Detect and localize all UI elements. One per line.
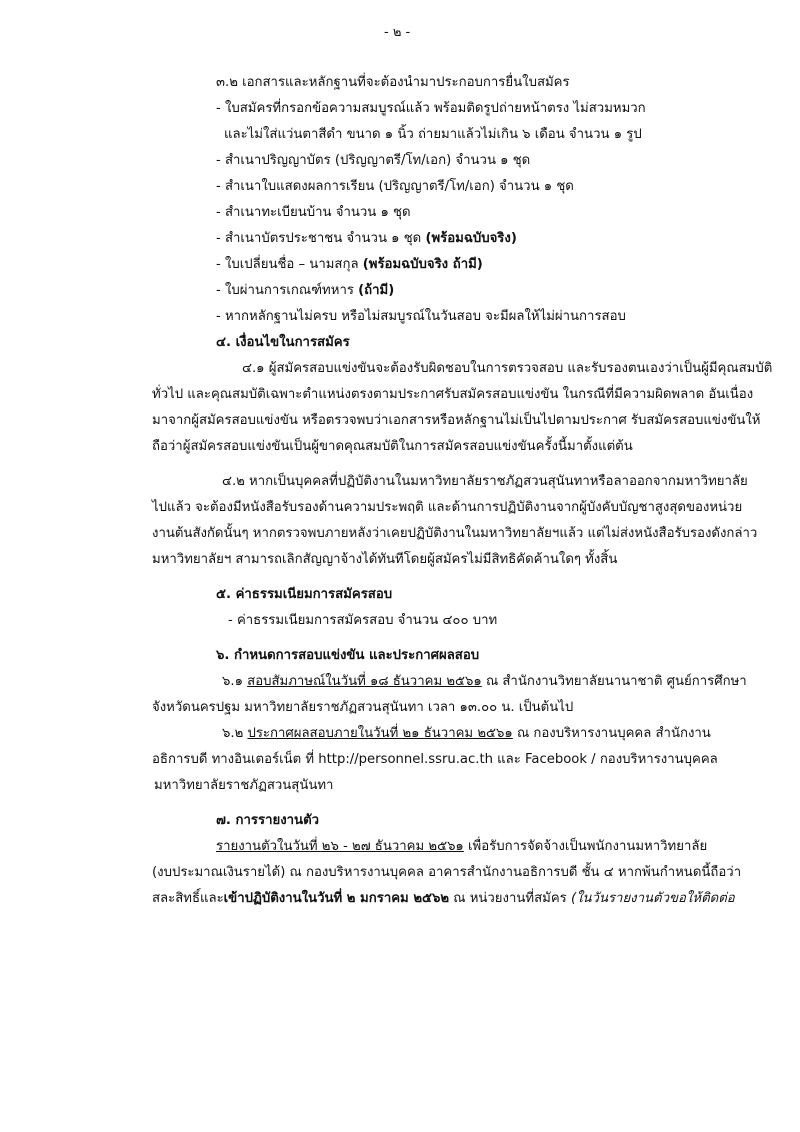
condition-4-1-line-2: ทั่วไป และคุณสมบัติเฉพาะตำแหน่งตรงตามประกาศรับสมัครสอบแข่งขัน ในกรณีที่มีความผิดพลาด อันเนื่อง — [152, 387, 754, 402]
id-card-text: - สำเนาบัตรประชาชน จำนวน ๑ ชุด — [216, 231, 426, 246]
condition-4-1-line-4: ถือว่าผู้สมัครสอบแข่งขันเป็นผู้ขาดคุณสมบัติในการสมัครสอบแข่งขันครั้งนี้มาตั้งแต่ต้น — [152, 439, 633, 454]
condition-4-1-line-3: มาจากผู้สมัครสอบแข่งขัน หรือตรวจพบว่าเอกสารหรือหลักฐานไม่เป็นไปตามประกาศ รับสมัครสอบแข่งขันให้ — [152, 413, 761, 428]
document-item-id-card — [216, 230, 517, 248]
start-work-date: เข้าปฏิบัติงานในวันที่ ๒ มกราคม ๒๕๖๒ — [223, 891, 450, 906]
condition-4-2-line-2: ไปแล้ว จะต้องมีหนังสือรับรองด้านความประพฤติ และด้านการปฏิบัติงานจากผู้บังคับบัญชาสูงสุดของหน่วย — [152, 500, 743, 515]
document-item-house-registration: - สำเนาทะเบียนบ้าน จำนวน ๑ ชุด — [216, 205, 411, 220]
fee-item: - ค่าธรรมเนียมการสมัครสอบ จำนวน ๔๐๐ บาท — [228, 613, 498, 628]
conditions-heading: ๔. เงื่อนไขในการสมัคร — [216, 335, 350, 350]
documents-heading: ๓.๒ เอกสารและหลักฐานที่จะต้องนำมาประกอบการยื่นใบสมัคร — [216, 75, 570, 90]
name-change-text: - ใบเปลี่ยนชื่อ – นามสกุล — [216, 257, 363, 272]
report-heading: ๗. การรายงานตัว — [216, 813, 320, 828]
report-line-1 — [216, 838, 707, 856]
page-number: - ๒ - — [384, 25, 411, 40]
document-item-degree-copy: - สำเนาปริญญาบัตร (ปริญญาตรี/โท/เอก) จำนวน ๑ ชุด — [216, 153, 531, 168]
schedule-heading: ๖. กำหนดการสอบแข่งขัน และประกาศผลสอบ — [216, 648, 480, 663]
schedule-6-1-venue: ณ สำนักงานวิทยาลัยนานาชาติ ศูนย์การศึกษา — [481, 674, 747, 689]
document-item-incomplete-warning: - หากหลักฐานไม่ครบ หรือไม่สมบูรณ์ในวันสอบ จะมีผลให้ไม่ผ่านการสอบ — [216, 309, 626, 324]
condition-4-2-line-1: ๔.๒ หากเป็นบุคคลที่ปฏิบัติงานในมหาวิทยาลัยราชภัฏสวนสุนันทาหรือลาออกจากมหาวิทยาลัย — [222, 474, 748, 489]
document-item-name-change — [216, 256, 483, 274]
report-contact-note: (ในวันรายงานตัวขอให้ติดต่อ — [570, 891, 735, 906]
interview-date: สอบสัมภาษณ์ในวันที่ ๑๘ ธันวาคม ๒๕๖๑ — [247, 674, 482, 689]
document-item-application-form-cont: และไม่ใส่แว่นตาสีดำ ขนาด ๑ นิ้ว ถ่ายมาแล้วไม่เกิน ๖ เดือน จำนวน ๑ รูป — [224, 127, 642, 142]
schedule-6-2-venue: ณ กองบริหารงานบุคคล สำนักงาน — [512, 726, 711, 741]
schedule-6-2-line-3: มหาวิทยาลัยราชภัฏสวนสุนันทา — [154, 778, 334, 793]
condition-4-2-line-4: มหาวิทยาลัยฯ สามารถเลิกสัญญาจ้างได้ทันทีโดยผู้สมัครไม่มีสิทธิคัดค้านใดๆ ทั้งสิ้น — [152, 552, 618, 567]
report-forfeit: สละสิทธิ์และ — [152, 891, 224, 906]
condition-4-1-line-1: ๔.๑ ผู้สมัครสอบแข่งขันจะต้องรับผิดชอบในการตรวจสอบ และรับรองตนเองว่าเป็นผู้มีคุณสมบัติ — [242, 361, 773, 376]
fee-heading: ๕. ค่าธรรมเนียมการสมัครสอบ — [216, 587, 393, 602]
report-purpose: เพื่อรับการจัดจ้างเป็นพนักงานมหาวิทยาลัย — [463, 839, 708, 854]
military-note: (ถ้ามี) — [358, 283, 395, 298]
id-card-note: (พร้อมฉบับจริง) — [425, 231, 517, 246]
schedule-6-1-line-1 — [222, 673, 747, 691]
report-location: ณ หน่วยงานที่สมัคร — [449, 891, 571, 906]
report-line-2: (งบประมาณเงินรายได้) ณ กองบริหารงานบุคคล อาคารสำนักงานอธิการบดี ชั้น ๔ หากพ้นกำหนดนี้ถือว่า — [152, 865, 742, 880]
document-item-military — [216, 282, 394, 300]
report-line-3 — [152, 890, 735, 908]
schedule-6-1-line-2: จังหวัดนครปฐม มหาวิทยาลัยราชภัฏสวนสุนันทา เวลา ๑๓.๐๐ น. เป็นต้นไป — [152, 700, 574, 715]
document-item-transcript-copy: - สำเนาใบแสดงผลการเรียน (ปริญญาตรี/โท/เอก) จำนวน ๑ ชุด — [216, 179, 574, 194]
name-change-note: (พร้อมฉบับจริง ถ้ามี) — [362, 257, 483, 272]
results-date: ประกาศผลสอบภายในวันที่ ๒๑ ธันวาคม ๒๕๖๑ — [247, 726, 513, 741]
condition-4-2-line-3: งานต้นสังกัดนั้นๆ หากตรวจพบภายหลังว่าเคยปฏิบัติงานในมหาวิทยาลัยฯแล้ว แต่ไม่ส่งหนังสือรับรองดังกล่าว — [152, 526, 758, 541]
document-item-application-form: - ใบสมัครที่กรอกข้อความสมบูรณ์แล้ว พร้อมติดรูปถ่ายหน้าตรง ไม่สวมหมวก — [216, 101, 646, 116]
report-date: รายงานตัวในวันที่ ๒๖ - ๒๗ ธันวาคม ๒๕๖๑ — [216, 839, 464, 854]
military-text: - ใบผ่านการเกณฑ์ทหาร — [216, 283, 359, 298]
schedule-6-2-line-2: อธิการบดี ทางอินเตอร์เน็ต ที่ http://personnel.ssru.ac.th และ Facebook / กองบริหารงานบุคคล — [152, 752, 718, 767]
schedule-6-2-number: ๖.๒ — [222, 726, 248, 741]
schedule-6-2-line-1 — [222, 725, 711, 743]
schedule-6-1-number: ๖.๑ — [222, 674, 248, 689]
